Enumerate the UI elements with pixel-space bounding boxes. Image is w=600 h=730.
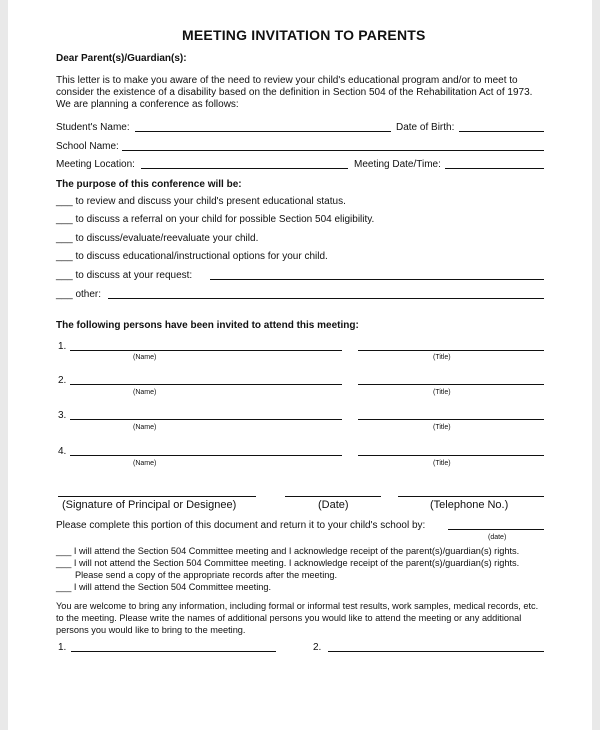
principal-signature-caption: (Signature of Principal or Designee): [62, 499, 237, 511]
invitee-number: 4.: [58, 446, 67, 457]
additional-person-field[interactable]: [71, 651, 276, 652]
invitee-number: 2.: [58, 375, 67, 386]
purpose-option[interactable]: ___ to discuss/evaluate/reevaluate your child.: [56, 233, 259, 244]
meeting-location-field[interactable]: [141, 168, 348, 169]
invitee-name-field[interactable]: [70, 384, 342, 385]
additional-number: 1.: [58, 642, 67, 653]
signature-date-field[interactable]: [285, 496, 381, 497]
school-name-field[interactable]: [122, 150, 544, 151]
page-title: MEETING INVITATION TO PARENTS: [182, 27, 426, 43]
request-field[interactable]: [210, 279, 544, 280]
meeting-date-time-field[interactable]: [445, 168, 544, 169]
intro-line-3: We are planning a conference as follows:: [56, 99, 239, 110]
date-of-birth-label: Date of Birth:: [396, 122, 455, 133]
intro-line-1: This letter is to make you aware of the need to review your child's educational program and/or to meet to: [56, 75, 518, 86]
invited-heading: The following persons have been invited to attend this meeting:: [56, 320, 359, 331]
invitee-name-field[interactable]: [70, 455, 342, 456]
intro-line-2: consider the existence of a disability based on the definition in Section 504 of the Rehabilitation Act of 1973.: [56, 87, 533, 98]
invitee-title-field[interactable]: [358, 419, 544, 420]
closing-line-1: You are welcome to bring any information, including formal or informal test results, work samples, medical records, etc.: [56, 601, 539, 611]
title-caption: (Title): [433, 354, 451, 361]
closing-line-2: to the meeting. Please write the names of additional persons you would like to attend the meeting or any additional: [56, 613, 522, 623]
telephone-field[interactable]: [398, 496, 544, 497]
document-page: [8, 0, 592, 730]
invitee-number: 1.: [58, 341, 67, 352]
student-name-label: Student's Name:: [56, 122, 130, 133]
name-caption: (Name): [133, 460, 157, 467]
date-of-birth-field[interactable]: [459, 131, 544, 132]
invitee-title-field[interactable]: [358, 350, 544, 351]
purpose-heading: The purpose of this conference will be:: [56, 179, 242, 190]
other-field[interactable]: [108, 298, 544, 299]
salutation: Dear Parent(s)/Guardian(s):: [56, 53, 187, 64]
response-option[interactable]: ___ I will attend the Section 504 Committee meeting and I acknowledge receipt of the parent(s)/guardian(s) rights.: [56, 546, 520, 556]
name-caption: (Name): [133, 389, 157, 396]
purpose-option[interactable]: ___ other:: [56, 289, 102, 300]
return-instruction: Please complete this portion of this document and return it to your child's school by:: [56, 520, 426, 531]
title-caption: (Title): [433, 460, 451, 467]
meeting-date-time-label: Meeting Date/Time:: [354, 159, 441, 170]
response-option[interactable]: ___ I will not attend the Section 504 Committee meeting. I acknowledge receipt of the parent(s)/guardian(s) rights.: [56, 558, 520, 568]
purpose-option[interactable]: ___ to discuss at your request:: [56, 270, 193, 281]
purpose-option[interactable]: ___ to review and discuss your child's present educational status.: [56, 196, 346, 207]
signature-date-caption: (Date): [318, 499, 349, 511]
name-caption: (Name): [133, 424, 157, 431]
invitee-name-field[interactable]: [70, 419, 342, 420]
response-note: Please send a copy of the appropriate records after the meeting.: [75, 570, 338, 580]
closing-line-3: persons you would like to bring to the meeting.: [56, 625, 246, 635]
purpose-option[interactable]: ___ to discuss a referral on your child for possible Section 504 eligibility.: [56, 214, 375, 225]
school-name-label: School Name:: [56, 141, 119, 152]
title-caption: (Title): [433, 389, 451, 396]
meeting-location-label: Meeting Location:: [56, 159, 135, 170]
name-caption: (Name): [133, 354, 157, 361]
additional-person-field[interactable]: [328, 651, 544, 652]
invitee-name-field[interactable]: [70, 350, 342, 351]
invitee-title-field[interactable]: [358, 455, 544, 456]
student-name-field[interactable]: [135, 131, 391, 132]
principal-signature-field[interactable]: [58, 496, 256, 497]
title-caption: (Title): [433, 424, 451, 431]
return-date-caption: (date): [488, 534, 507, 541]
additional-number: 2.: [313, 642, 322, 653]
invitee-title-field[interactable]: [358, 384, 544, 385]
purpose-option[interactable]: ___ to discuss educational/instructional options for your child.: [56, 251, 328, 262]
telephone-caption: (Telephone No.): [430, 499, 509, 511]
return-date-field[interactable]: [448, 529, 544, 530]
response-option[interactable]: ___ I will attend the Section 504 Committee meeting.: [56, 582, 272, 592]
invitee-number: 3.: [58, 410, 67, 421]
